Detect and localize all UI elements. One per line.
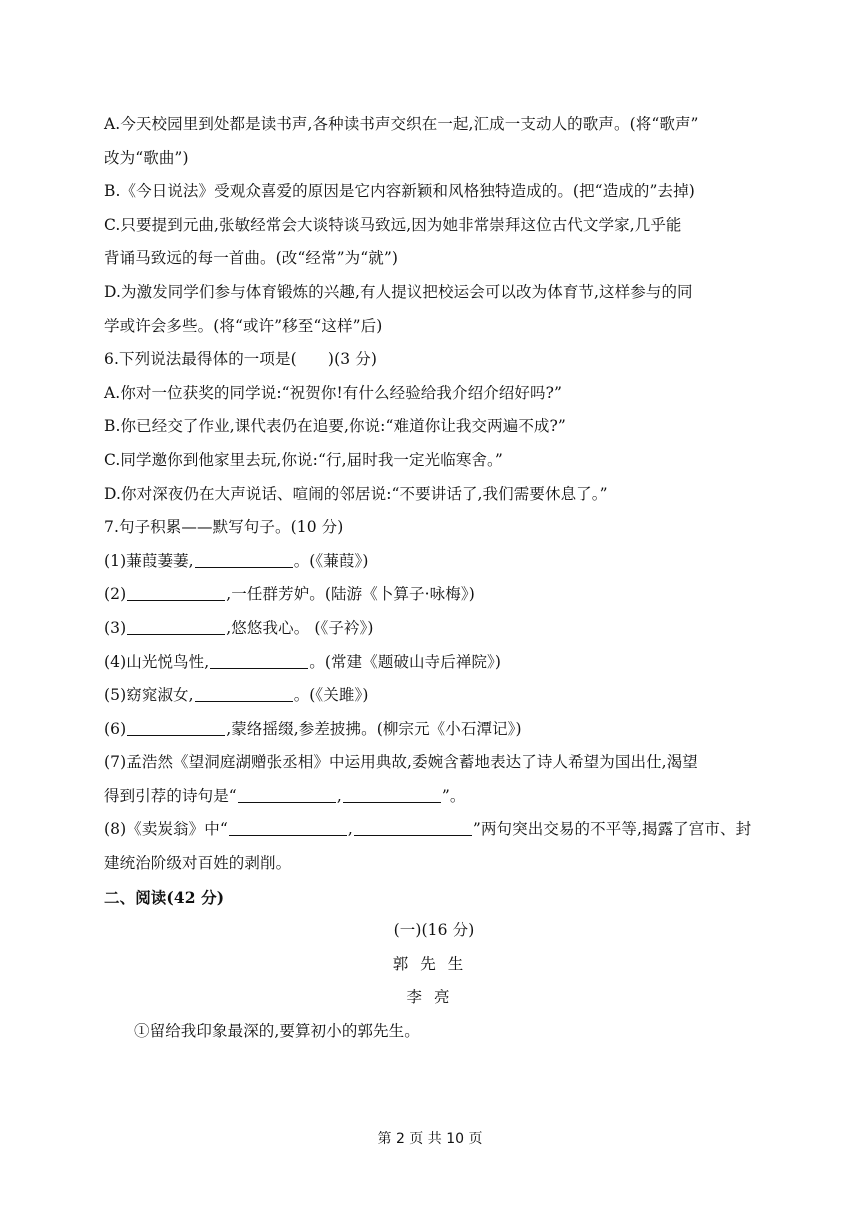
q7-item-3-suffix: ,悠悠我心。 (《子衿》) bbox=[226, 618, 374, 637]
q7-item-8-comma: , bbox=[347, 820, 353, 839]
article-paragraph-1: ①留给我印象最深的,要算初小的郭先生。 bbox=[134, 1022, 420, 1041]
q7-item-7-line1: (7)孟浩然《望洞庭湖赠张丞相》中运用典故,委婉含蓄地表达了诗人希望为国出仕,渴望 bbox=[104, 753, 698, 772]
q7-item-3 bbox=[104, 612, 764, 646]
q7-item-7-prefix: 得到引荐的诗句是“ bbox=[104, 786, 237, 805]
answer-blank bbox=[127, 616, 225, 635]
q7-item-5-prefix: (5)窈窕淑女, bbox=[104, 686, 194, 705]
q5-option-c-line2: 背诵马致远的每一首曲。(改“经常”为“就”) bbox=[104, 249, 398, 268]
q6-stem: 6.下列说法最得体的一项是( )(3 分) bbox=[104, 350, 377, 369]
q7-item-5-suffix: 。(《关雎》) bbox=[293, 686, 369, 705]
reading-part-label: (一)(16 分) bbox=[393, 921, 475, 940]
article-author: 李亮 bbox=[406, 988, 462, 1007]
q5-option-d-line1: D.为激发同学们参与体育锻炼的兴趣,有人提议把校运会可以改为体育节,这样参与的同 bbox=[104, 282, 693, 301]
answer-blank bbox=[210, 650, 308, 669]
answer-blank bbox=[127, 582, 225, 601]
q7-item-1-suffix: 。(《蒹葭》) bbox=[293, 551, 369, 570]
q5-option-a-line1: A.今天校园里到处都是读书声,各种读书声交织在一起,汇成一支动人的歌声。(将“歌声” bbox=[104, 115, 699, 133]
q7-item-3-prefix: (3) bbox=[104, 618, 127, 637]
answer-blank bbox=[229, 817, 347, 836]
q5-option-a-line2: 改为“歌曲”) bbox=[104, 148, 189, 167]
q7-stem: 7.句子积累——默写句子。(10 分) bbox=[104, 518, 344, 537]
answer-blank bbox=[238, 784, 336, 803]
q6-option-d: D.你对深夜仍在大声说话、喧闹的邻居说:“不要讲话了,我们需要休息了。” bbox=[104, 484, 608, 503]
section-heading: 二、阅读(42 分) bbox=[104, 887, 225, 907]
answer-blank bbox=[354, 817, 472, 836]
page-footer: 第 2 页 共 10 页 bbox=[377, 1131, 483, 1147]
answer-blank bbox=[343, 784, 441, 803]
answer-blank bbox=[127, 717, 225, 736]
q6-option-b: B.你已经交了作业,课代表仍在追要,你说:“难道你让我交两遍不成?” bbox=[104, 417, 566, 436]
q5-option-b: B.《今日说法》受观众喜爱的原因是它内容新颖和风格独特造成的。(把“造成的”去掉) bbox=[104, 182, 695, 201]
answer-blank bbox=[195, 549, 293, 568]
q7-item-7-suffix: ”。 bbox=[441, 786, 466, 805]
q7-item-8-suffix: ”两句突出交易的不平等,揭露了宫市、封 bbox=[472, 820, 752, 839]
q7-item-7-comma: , bbox=[336, 786, 342, 805]
q5-option-d-line2: 学或许会多些。(将“或许”移至“这样”后) bbox=[104, 316, 383, 335]
q7-item-7-line2 bbox=[104, 780, 764, 814]
q7-item-8-line1 bbox=[104, 813, 764, 847]
article-title: 郭先生 bbox=[392, 954, 476, 973]
q6-option-c: C.同学邀你到他家里去玩,你说:“行,届时我一定光临寒舍。” bbox=[104, 450, 503, 469]
q7-item-1-prefix: (1)蒹葭萋萋, bbox=[104, 551, 194, 570]
q7-item-4-suffix: 。(常建《题破山寺后禅院》) bbox=[309, 652, 502, 671]
q7-item-4-prefix: (4)山光悦鸟性, bbox=[104, 652, 210, 671]
q7-item-2 bbox=[104, 578, 764, 612]
exam-page-content bbox=[104, 108, 764, 1049]
q6-option-a: A.你对一位获奖的同学说:“祝贺你!有什么经验给我介绍介绍好吗?” bbox=[104, 383, 563, 402]
answer-blank bbox=[195, 683, 293, 702]
q7-item-4 bbox=[104, 646, 764, 680]
q7-item-5 bbox=[104, 679, 764, 713]
q5-option-c-line1: C.只要提到元曲,张敏经常会大谈特谈马致远,因为她非常崇拜这位古代文学家,几乎能 bbox=[104, 215, 682, 234]
q7-item-6-suffix: ,蒙络摇缀,参差披拂。(柳宗元《小石潭记》) bbox=[226, 719, 522, 738]
q7-item-8-prefix: (8)《卖炭翁》中“ bbox=[104, 820, 228, 839]
q7-item-1 bbox=[104, 545, 764, 579]
q7-item-2-suffix: ,一任群芳妒。(陆游《卜算子·咏梅》) bbox=[226, 585, 475, 604]
q7-item-6 bbox=[104, 713, 764, 747]
q7-item-2-prefix: (2) bbox=[104, 585, 127, 604]
q7-item-8-line2: 建统治阶级对百姓的剥削。 bbox=[104, 854, 292, 873]
q7-item-6-prefix: (6) bbox=[104, 719, 127, 738]
